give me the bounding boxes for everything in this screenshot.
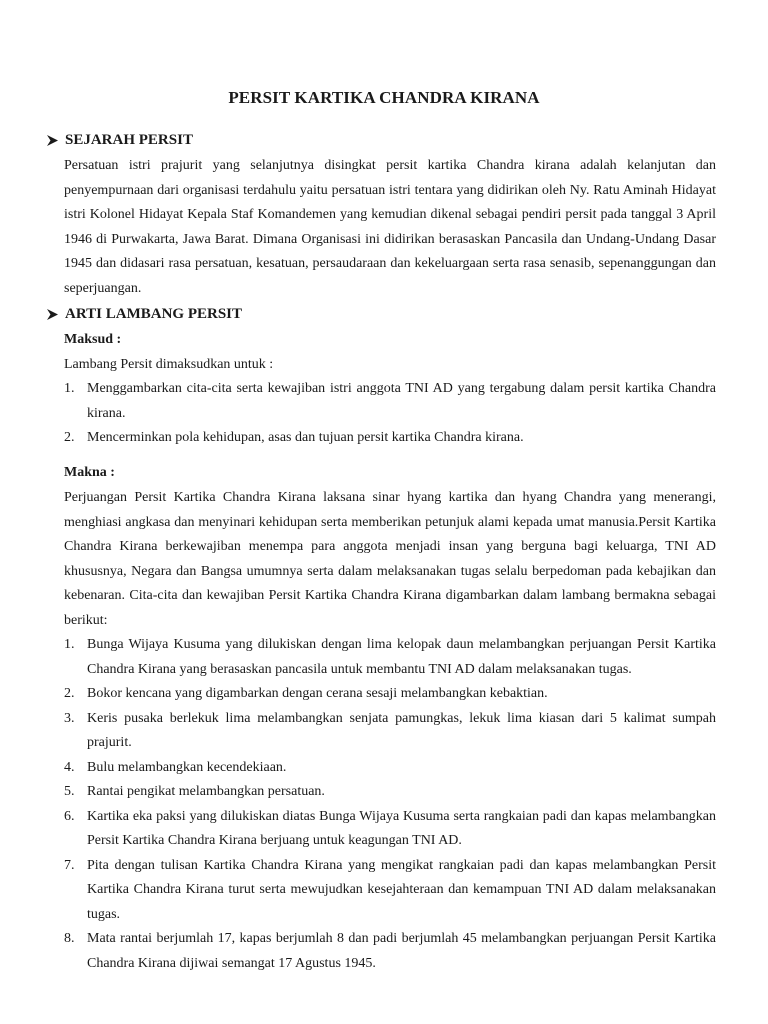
section-heading-sejarah-label: SEJARAH PERSIT bbox=[65, 132, 193, 148]
section-heading-arti-lambang bbox=[46, 306, 242, 323]
maksud-label: Maksud : bbox=[64, 332, 122, 347]
arrow-bullet-icon bbox=[46, 308, 59, 321]
list-item-text: Rantai pengikat melambangkan persatuan. bbox=[87, 784, 325, 799]
document-title: PERSIT KARTIKA CHANDRA KIRANA bbox=[228, 88, 540, 107]
makna-list bbox=[64, 633, 716, 976]
list-item bbox=[64, 780, 716, 805]
list-item-text: Bulu melambangkan kecendekiaan. bbox=[87, 759, 287, 775]
list-item bbox=[64, 682, 716, 707]
list-item bbox=[64, 854, 716, 928]
makna-label: Makna : bbox=[64, 465, 115, 480]
maksud-list bbox=[64, 377, 716, 451]
list-item-text: Kartika eka paksi yang dilukiskan diatas Bunga Wijaya Kusuma serta rangkaian padi dan kapas melambangkan Persit Kartika Chandra Kirana berjuang untuk keagungan TNI AD. bbox=[87, 808, 716, 848]
list-item-number: 6. bbox=[64, 808, 75, 824]
section-heading-arti-lambang-label: ARTI LAMBANG PERSIT bbox=[65, 306, 242, 322]
maksud-intro: Lambang Persit dimaksudkan untuk : bbox=[64, 357, 274, 372]
list-item bbox=[64, 805, 716, 854]
list-item bbox=[64, 633, 716, 682]
section-heading-sejarah bbox=[46, 132, 193, 149]
list-item-text: Menggambarkan cita-cita serta kewajiban istri anggota TNI AD yang tergabung dalam persit kartika Chandra kirana. bbox=[87, 381, 716, 421]
list-item-number: 2. bbox=[64, 430, 75, 445]
list-item bbox=[64, 927, 716, 976]
list-item-number: 7. bbox=[64, 857, 75, 873]
list-item bbox=[64, 707, 716, 756]
list-item bbox=[64, 756, 716, 781]
list-item-text: Mencerminkan pola kehidupan, asas dan tujuan persit kartika Chandra kirana. bbox=[87, 430, 524, 445]
makna-paragraph: Perjuangan Persit Kartika Chandra Kirana laksana sinar hyang kartika dan hyang Chandra yang menerangi, menghiasi angkasa dan menyinari kehidupan serta memberikan petunjuk alami kepada umat manusia.Persit Kartika Chandra Kirana berkewajiban menempa para anggota menjadi insan yang berguna bagi keluarga, TNI AD khususnya, Negara dan Bangsa umumnya serta dalam melaksanakan tugas selalu berpedoman pada kebajikan dan kebenaran. Cita-cita dan kewajiban Persit Kartika Chandra Kirana digambarkan dalam lambang bermakna sebagai berikut: bbox=[64, 490, 716, 628]
arrow-bullet-icon bbox=[46, 134, 59, 147]
list-item bbox=[64, 426, 716, 451]
list-item-text: Keris pusaka berlekuk lima melambangkan senjata pamungkas, lekuk lima kiasan dari 5 kalimat sumpah prajurit. bbox=[87, 710, 716, 750]
sejarah-paragraph: Persatuan istri prajurit yang selanjutnya disingkat persit kartika Chandra kirana adalah kelanjutan dan penyempurnaan dari organisasi terdahulu yaitu persatuan istri tentara yang didirikan oleh Ny. Ratu Aminah Hidayat istri Kolonel Hidayat Kepala Staf Komandemen yang kemudian dikenal sebagai pendiri persit pada tanggal 3 April 1946 di Purwakarta, Jawa Barat. Dimana Organisasi ini didirikan berasaskan Pancasila dan Undang-Undang Dasar 1945 dan didasari rasa persatuan, kesatuan, persaudaraan dan kekeluargaan serta rasa senasib, sepenanggungan dan seperjuangan. bbox=[64, 158, 716, 296]
list-item-number: 3. bbox=[64, 710, 75, 726]
list-item-text: Bunga Wijaya Kusuma yang dilukiskan dengan lima kelopak daun melambangkan perjuangan Persit Kartika Chandra Kirana yang berasaskan pancasila untuk membantu TNI AD dalam melaksanakan tugas. bbox=[87, 637, 716, 677]
list-item-text: Mata rantai berjumlah 17, kapas berjumlah 8 dan padi berjumlah 45 melambangkan perjuangan Persit Kartika Chandra Kirana dijiwai semangat 17 Agustus 1945. bbox=[87, 931, 716, 971]
list-item-number: 1. bbox=[64, 381, 75, 396]
list-item-text: Bokor kencana yang digambarkan dengan cerana sesaji melambangkan kebaktian. bbox=[87, 686, 548, 701]
list-item-number: 1. bbox=[64, 637, 75, 652]
list-item-number: 5. bbox=[64, 784, 75, 799]
list-item-text: Pita dengan tulisan Kartika Chandra Kirana yang mengikat rangkaian padi dan kapas melambangkan Persit Kartika Chandra Kirana turut serta mewujudkan kesejahteraan dan kemampuan TNI AD dalam melaksanakan tugas. bbox=[87, 857, 716, 922]
list-item-number: 2. bbox=[64, 686, 75, 701]
list-item-number: 8. bbox=[64, 931, 75, 946]
list-item bbox=[64, 377, 716, 426]
list-item-number: 4. bbox=[64, 759, 75, 775]
